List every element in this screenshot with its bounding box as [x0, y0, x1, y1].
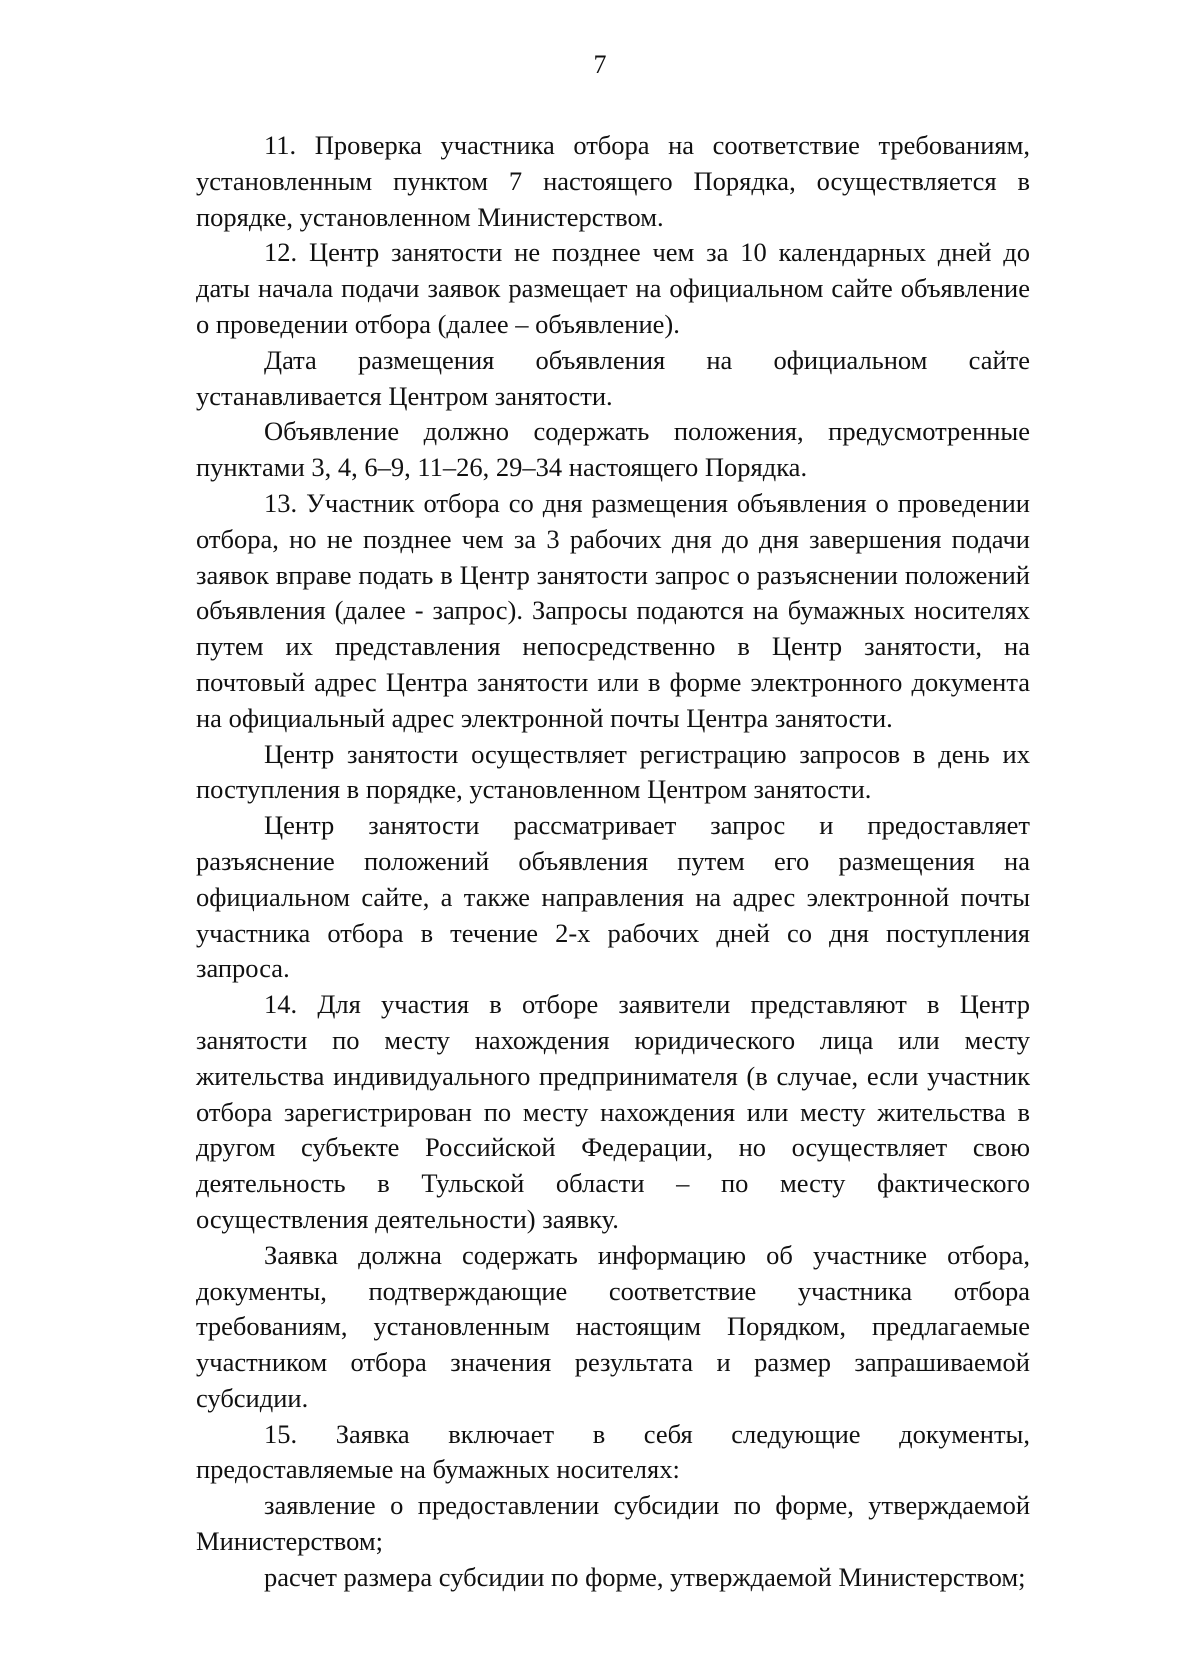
paragraph-14: 14. Для участия в отборе заявители представляют в Центр занятости по месту нахождения юридического лица или месту жительства индивидуального предпринимателя (в случае, если участник отбора зарегистрирован по месту нахождения или месту жительства в другом субъекте Российской Федерации, но осуществляет свою деятельность в Тульской области – по месту фактического осуществления деятельности) заявку.: [196, 989, 1030, 1234]
paragraph-12-date: Дата размещения объявления на официальном сайте устанавливается Центром занятости.: [196, 344, 1030, 411]
paragraph-14-application-content: Заявка должна содержать информацию об участнике отбора, документы, подтверждающие соответствие участника отбора требованиям, установленным настоящим Порядком, предлагаемые участником отбора значения результата и размер запрашиваемой субсидии.: [196, 1239, 1030, 1413]
list-item-statement: заявление о предоставлении субсидии по форме, утверждаемой Министерством;: [196, 1490, 1030, 1557]
paragraph-12: 12. Центр занятости не позднее чем за 10 календарных дней до даты начала подачи заявок размещает на официальном сайте объявление о проведении отбора (далее – объявление).: [196, 237, 1030, 339]
paragraph-13: 13. Участник отбора со дня размещения объявления о проведении отбора, но не позднее чем за 3 рабочих дня до дня завершения подачи заявок вправе подать в Центр занятости запрос о разъяснении положений объявления (далее - запрос). Запросы подаются на бумажных носителях путем их представления непосредственно в Центр занятости, на почтовый адрес Центра занятости или в форме электронного документа на официальный адрес электронной почты Центра занятости.: [196, 487, 1030, 733]
page-number: 7: [593, 50, 607, 79]
paragraph-11: 11. Проверка участника отбора на соответствие требованиям, установленным пунктом 7 настоящего Порядка, осуществляется в порядке, установленном Министерством.: [196, 130, 1030, 232]
document-body: [196, 128, 1030, 1596]
list-item-calculation: расчет размера субсидии по форме, утверждаемой Министерством;: [264, 1561, 1026, 1592]
paragraph-13-clarification: Центр занятости рассматривает запрос и предоставляет разъяснение положений объявления путем его размещения на официальном сайте, а также направления на адрес электронной почты участника отбора в течение 2-х рабочих дней со дня поступления запроса.: [196, 810, 1030, 984]
paragraph-12-content: Объявление должно содержать положения, предусмотренные пунктами 3, 4, 6–9, 11–26, 29–34 настоящего Порядка.: [196, 416, 1030, 483]
paragraph-13-registration: Центр занятости осуществляет регистрацию запросов в день их поступления в порядке, установленном Центром занятости.: [196, 738, 1030, 805]
paragraph-15: 15. Заявка включает в себя следующие документы, предоставляемые на бумажных носителях:: [196, 1418, 1030, 1485]
